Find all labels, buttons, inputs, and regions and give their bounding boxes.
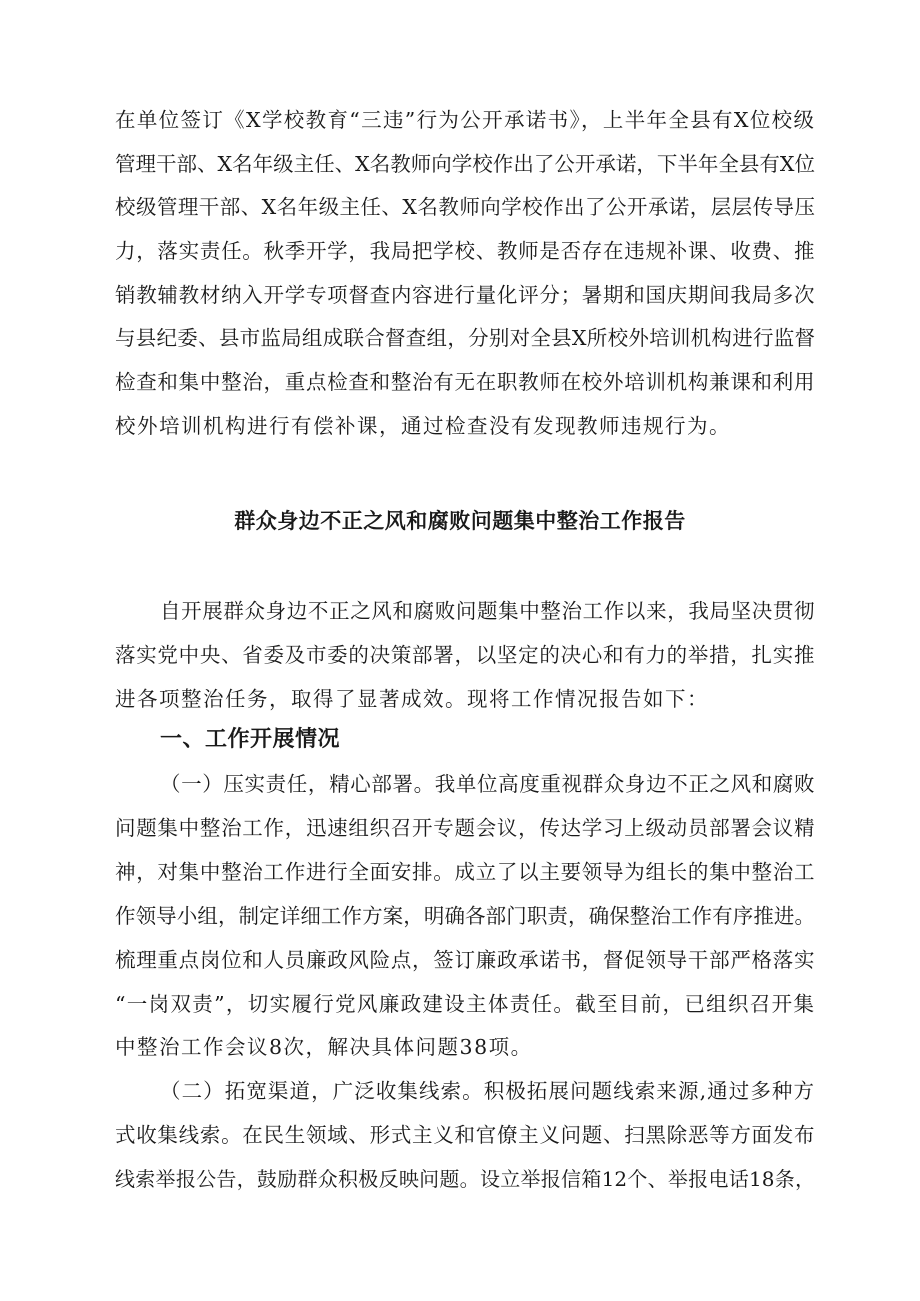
paragraph-line: 作领导小组，制定详细工作方案，明确各部门职责，确保整治工作有序推进。 [115,904,815,928]
paragraph-line: （一）压实责任，精心部署。我单位高度重视群众身边不正之风和腐败 [160,772,815,796]
paragraph-line: 落实党中央、省委及市委的决策部署，以坚定的决心和有力的举措，扎实推 [115,643,815,667]
section-heading: 一、工作开展情况 [160,727,341,752]
paragraph-line: 与县纪委、县市监局组成联合督查组，分别对全县X所校外培训机构进行监督 [115,326,815,350]
paragraph-line: 力，落实责任。秋季开学，我局把学校、教师是否存在违规补课、收费、推 [115,239,815,263]
paragraph-line: 线索举报公告，鼓励群众积极反映问题。设立举报信箱12个、举报电话18条， [115,1167,815,1191]
paragraph-line: 销教辅教材纳入开学专项督查内容进行量化评分；暑期和国庆期间我局多次 [115,283,815,307]
paragraph-line: 自开展群众身边不正之风和腐败问题集中整治工作以来，我局坚决贯彻 [160,599,815,623]
paragraph-line: 校外培训机构进行有偿补课，通过检查没有发现教师违规行为。 [115,414,731,438]
paragraph-line: 进各项整治任务，取得了显著成效。现将工作情况报告如下： [115,687,709,711]
paragraph-line: 问题集中整治工作，迅速组织召开专题会议，传达学习上级动员部署会议精 [115,816,815,840]
paragraph-line: 式收集线索。在民生领域、形式主义和官僚主义问题、扫黑除恶等方面发布 [115,1123,815,1147]
paragraph-line: 检查和集中整治，重点检查和整治有无在职教师在校外培训机构兼课和利用 [115,370,815,394]
paragraph-line: 中整治工作会议8次，解决具体问题38项。 [115,1035,533,1059]
paragraph-line: “一岗双责”，切实履行党风廉政建设主体责任。截至目前，已组织召开集 [115,992,815,1016]
report-title: 群众身边不正之风和腐败问题集中整治工作报告 [234,509,686,533]
paragraph-line: （二）拓宽渠道，广泛收集线索。积极拓展问题线索来源,通过多种方 [160,1079,815,1103]
paragraph-line: 梳理重点岗位和人员廉政风险点，签订廉政承诺书，督促领导干部严格落实 [115,948,815,972]
paragraph-line: 在单位签订《X学校教育“三违”行为公开承诺书》，上半年全县有X位校级 [115,108,815,132]
paragraph-line: 校级管理干部、X名年级主任、X名教师向学校作出了公开承诺，层层传导压 [115,195,815,219]
paragraph-line: 神，对集中整治工作进行全面安排。成立了以主要领导为组长的集中整治工 [115,860,815,884]
paragraph-line: 管理干部、X名年级主任、X名教师向学校作出了公开承诺，下半年全县有X位 [115,152,815,176]
